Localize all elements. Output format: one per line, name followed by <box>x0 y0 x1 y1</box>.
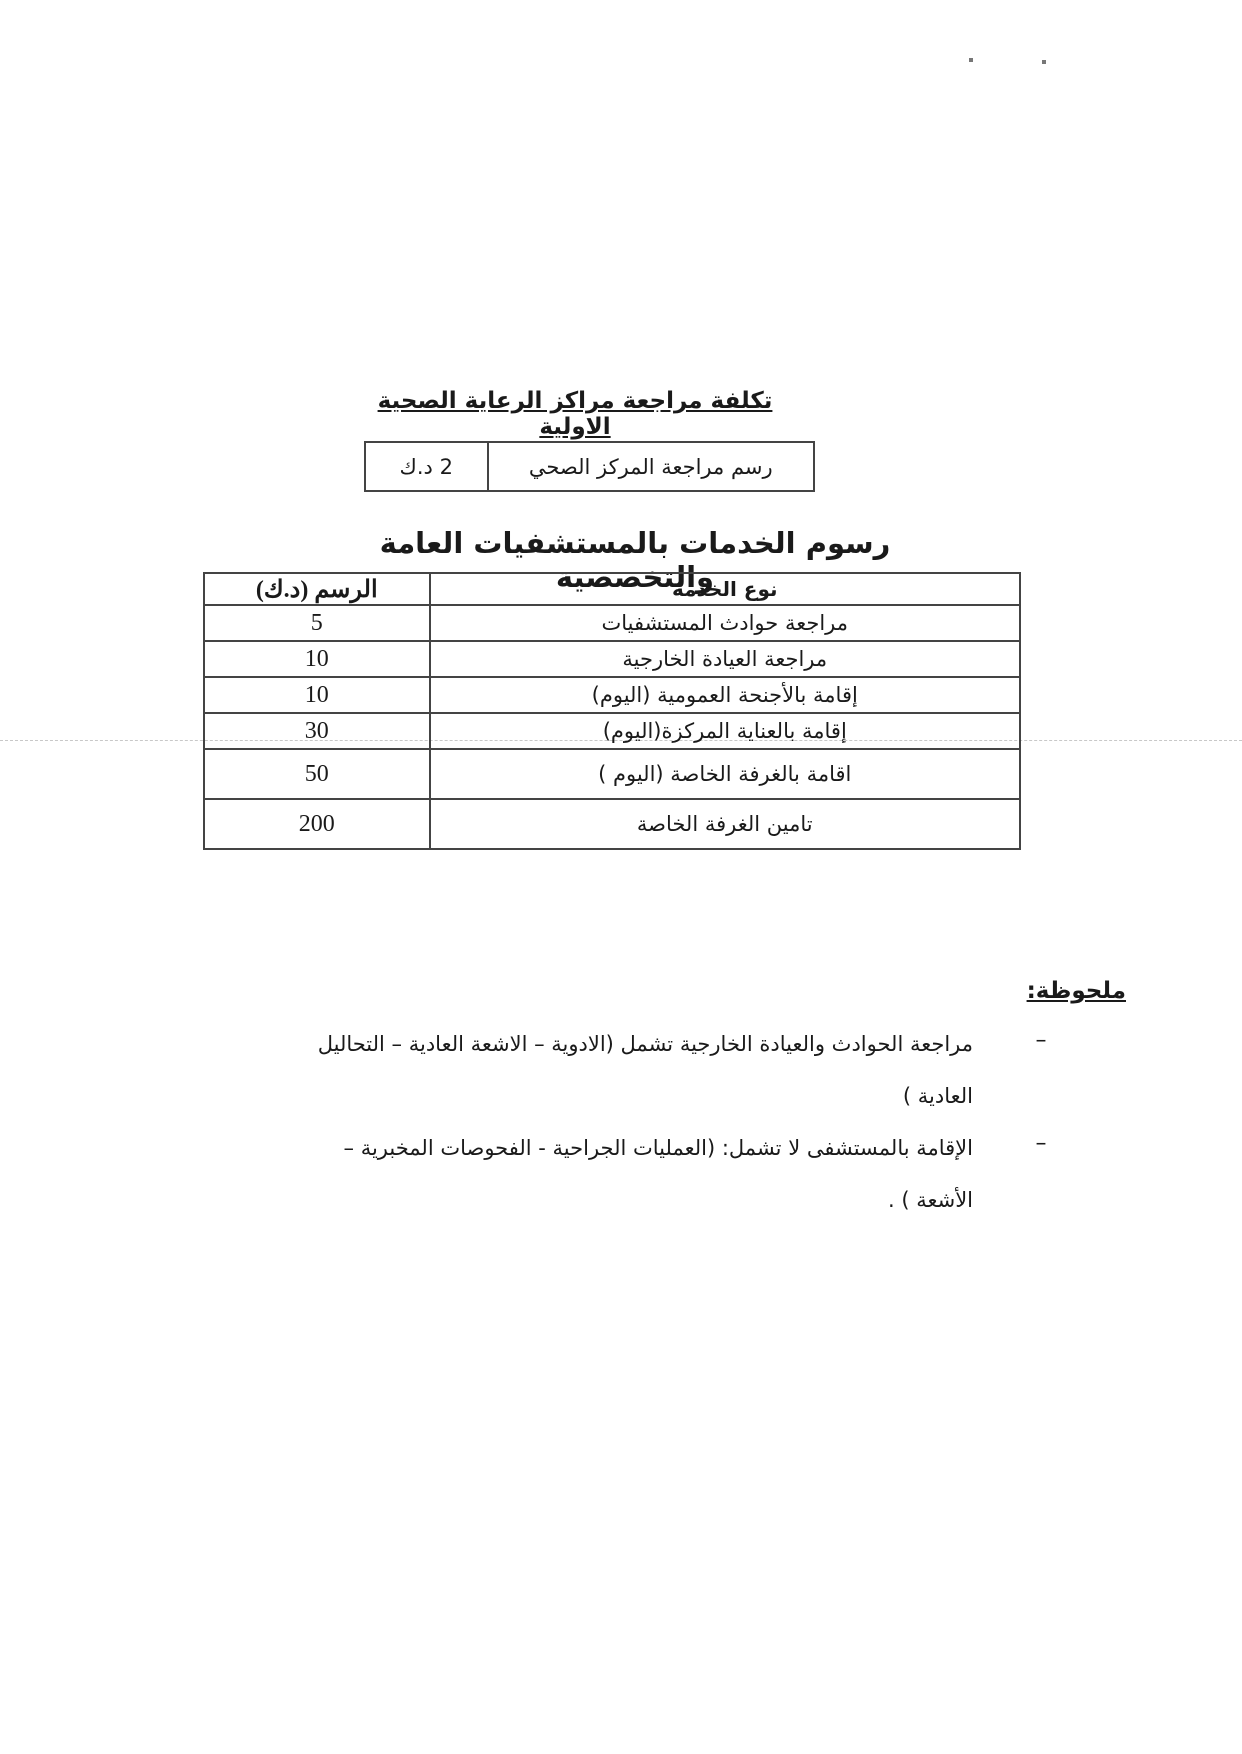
table-row <box>204 641 1020 677</box>
fee-cell: 200 <box>204 799 430 849</box>
fee-cell: 50 <box>204 749 430 799</box>
table-header-row <box>204 573 1020 605</box>
table-row <box>204 713 1020 749</box>
service-cell: تامين الغرفة الخاصة <box>430 799 1021 849</box>
header-service: نوع الخدمة <box>430 573 1021 605</box>
service-cell: مراجعة العيادة الخارجية <box>430 641 1021 677</box>
service-cell: اقامة بالغرفة الخاصة (اليوم ) <box>430 749 1021 799</box>
notes-title: ملحوظة: <box>1026 978 1126 1004</box>
hospital-fees-table <box>203 572 1021 850</box>
header-fee: الرسم (د.ك) <box>204 573 430 605</box>
service-cell: إقامة بالعناية المركزة(اليوم) <box>430 713 1021 749</box>
note-item: مراجعة الحوادث والعيادة الخارجية تشمل (الادوية – الاشعة العادية – التحاليل العادية ) <box>317 1032 973 1108</box>
scan-speck <box>969 58 973 62</box>
fee-value: 2 د.ك <box>365 442 488 491</box>
fee-cell: 5 <box>204 605 430 641</box>
service-cell: مراجعة حوادث المستشفيات <box>430 605 1021 641</box>
fee-cell: 10 <box>204 641 430 677</box>
note-bullet: – <box>1035 1131 1047 1156</box>
primary-care-fee-table <box>364 441 815 492</box>
table-row <box>204 799 1020 849</box>
table-row <box>204 605 1020 641</box>
primary-care-title: تكلفة مراجعة مراكز الرعاية الصحية الاولية <box>377 388 773 440</box>
service-cell: إقامة بالأجنحة العمومية (اليوم) <box>430 677 1021 713</box>
fee-label: رسم مراجعة المركز الصحي <box>488 442 815 491</box>
fee-cell: 10 <box>204 677 430 713</box>
table-row <box>204 749 1020 799</box>
note-item: الإقامة بالمستشفى لا تشمل: (العمليات الجراحية - الفحوصات المخبرية – الأشعة ) . <box>343 1136 973 1212</box>
fee-cell: 30 <box>204 713 430 749</box>
scan-speck <box>1042 60 1046 64</box>
note-bullet: – <box>1035 1028 1047 1053</box>
table-row <box>204 677 1020 713</box>
table-row <box>365 442 814 491</box>
hospital-fees-title: رسوم الخدمات بالمستشفيات العامة والتخصصية <box>379 526 891 594</box>
